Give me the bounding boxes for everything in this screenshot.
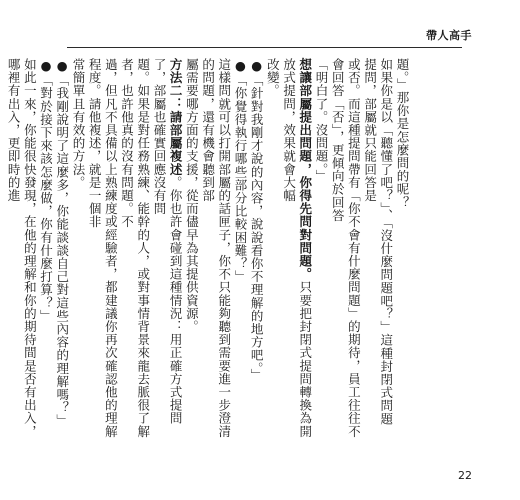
line-text: ●「你覺得執行哪些部分比較困難？」 (232, 58, 248, 284)
line-text: 題。如果是對任務熟練、能幹的人，或對事情背景來龍去脈很了解者，也許他真的沒有問題。不 (119, 58, 151, 438)
line-text: ●「針對我剛才說的內容，說說看你不理解的地方吧。」 (249, 58, 265, 382)
vertical-body-text (5, 58, 410, 438)
text-line (70, 58, 86, 438)
line-text: 改變。 (265, 58, 281, 98)
bullet-line (37, 58, 53, 438)
line-text: 這樣問就可以打開部屬的話匣子，你不只能夠聽到需要進一步澄清的問題，還有機會聽到部 (200, 58, 232, 438)
line-text: 過，但凡不具備以上熟練度或經驗者，都建議你再次確認他的理解程度。請他複述，就是一個非 (87, 58, 119, 438)
text-line (361, 58, 393, 438)
text-line (5, 58, 37, 438)
page-number: 22 (458, 469, 472, 482)
text-line (264, 58, 280, 438)
line-text: 。你也許會碰到這種情況：用正確方式提問了，部屬也確實回應沒有問 (151, 58, 184, 425)
bullet-line (54, 58, 70, 438)
text-line (199, 58, 231, 438)
header-rule (67, 47, 462, 48)
bullet-line (232, 58, 248, 438)
text-line-highlight (280, 58, 312, 438)
line-text: 只要把封閉式提問轉換為開放式提問，效果就會大幅 (281, 58, 313, 438)
line-text: 常簡單且有效的方法。 (70, 58, 86, 189)
text-line (183, 58, 199, 438)
bold-phrase: 方法二：請部屬複述 (168, 58, 184, 176)
text-line (329, 58, 361, 438)
text-line (313, 58, 329, 438)
text-line (86, 58, 118, 438)
running-header: 帶人高手 (426, 29, 472, 42)
text-line-highlight (151, 58, 183, 438)
bullet-line (248, 58, 264, 438)
line-text: 屬需要哪方面的支援，從而儘早為其提供資源。 (184, 58, 200, 334)
text-line (118, 58, 150, 438)
line-text: 題。」那你是怎麼問的呢？ (395, 58, 410, 209)
line-text: 「明白了。沒問題。」 (313, 58, 329, 183)
line-text: 如果你是以「聽懂了吧？」、「沒什麼問題吧？」這種封閉式問題提問，部屬就只能回答是 (362, 58, 394, 426)
line-text: 或否。而這種提問帶有「你不會有什麼問題」的期待，員工往往不會回答「否」，更傾向於回答 (330, 58, 362, 438)
line-text: ●「對於接下來該怎麼做，你有什麼打算？」 (38, 58, 54, 323)
bold-phrase: 想讓部屬提出問題，你得先問對問題。 (297, 58, 313, 281)
text-line (394, 58, 410, 438)
line-text: 如此一來，你能很快發現，在他的理解和你的期待間是否有出入，哪裡有出入，更即時的進 (6, 58, 38, 438)
line-text: ●「我剛說明了這麼多，你能談談自己對這些內容的理解嗎？」 (54, 58, 70, 428)
